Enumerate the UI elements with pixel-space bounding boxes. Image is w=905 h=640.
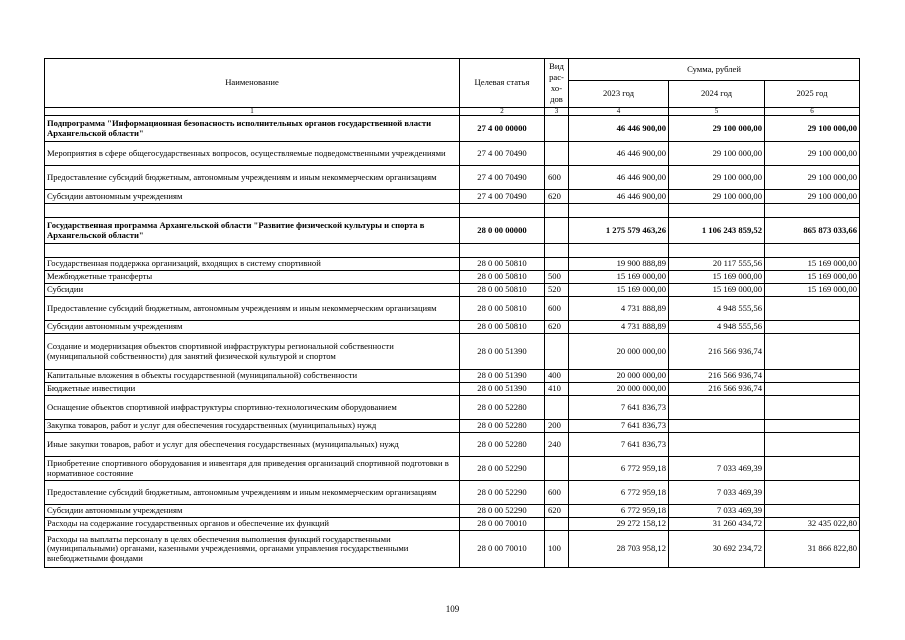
row-expense-type [545,218,569,244]
row-sum-2023: 7 641 836,73 [569,433,669,457]
column-index: 2 [460,108,545,116]
row-name: Иные закупки товаров, работ и услуг для обеспечения государственных (муниципальных) нужд [45,433,460,457]
table-row [45,481,860,505]
row-target-article: 28 0 00 51390 [460,334,545,370]
row-target-article: 28 0 00 51390 [460,370,545,383]
header-year-2024: 2024 год [669,81,765,108]
row-expense-type [545,204,569,218]
row-sum-2023: 4 731 888,89 [569,297,669,321]
row-sum-2023: 15 169 000,00 [569,284,669,297]
row-name: Закупка товаров, работ и услуг для обеспечения государственных (муниципальных) нужд [45,420,460,433]
row-sum-2023: 20 000 000,00 [569,383,669,396]
row-sum-2024 [669,204,765,218]
header-target-article: Целевая статья [460,59,545,108]
row-name: Государственная программа Архангельской области "Развитие физической культуры и спорта в Архангельской области" [45,218,460,244]
table-row [45,370,860,383]
row-target-article: 28 0 00 70010 [460,531,545,568]
row-sum-2024: 7 033 469,39 [669,457,765,481]
row-target-article: 27 4 00 70490 [460,166,545,190]
row-name: Приобретение спортивного оборудования и инвентаря для приведения организаций спортивной подготовки в нормативное состояние [45,457,460,481]
row-sum-2025 [765,481,860,505]
table-row [45,518,860,531]
row-target-article: 28 0 00 50810 [460,321,545,334]
row-name: Подпрограмма "Информационная безопасность исполнительных органов государственной власти Архангельской области" [45,116,460,142]
column-index: 5 [669,108,765,116]
row-sum-2025 [765,505,860,518]
row-name: Субсидии автономным учреждениям [45,321,460,334]
row-sum-2023: 7 641 836,73 [569,420,669,433]
column-index: 3 [545,108,569,116]
row-sum-2025 [765,334,860,370]
row-sum-2025: 29 100 000,00 [765,142,860,166]
row-sum-2024: 20 117 555,56 [669,258,765,271]
row-target-article: 28 0 00 52280 [460,420,545,433]
table-row [45,190,860,204]
row-sum-2024 [669,433,765,457]
header-name: Наименование [45,59,460,108]
row-sum-2025 [765,383,860,396]
row-sum-2025: 865 873 033,66 [765,218,860,244]
row-target-article: 27 4 00 00000 [460,116,545,142]
row-sum-2024: 4 948 555,56 [669,297,765,321]
header-expense-type: Вид рас- хо- дов [545,59,569,108]
table-row [45,284,860,297]
column-index: 1 [45,108,460,116]
row-expense-type: 240 [545,433,569,457]
row-sum-2023: 4 731 888,89 [569,321,669,334]
row-sum-2025: 29 100 000,00 [765,166,860,190]
row-name: Субсидии [45,284,460,297]
row-expense-type: 500 [545,271,569,284]
table-row [45,334,860,370]
row-name: Государственная поддержка организаций, входящих в систему спортивной [45,258,460,271]
row-target-article: 28 0 00 70010 [460,518,545,531]
row-name: Субсидии автономным учреждениям [45,505,460,518]
row-sum-2025: 15 169 000,00 [765,258,860,271]
row-sum-2024: 29 100 000,00 [669,190,765,204]
table-row [45,244,860,258]
budget-table [44,58,860,568]
table-row [45,420,860,433]
row-sum-2024: 216 566 936,74 [669,334,765,370]
row-target-article: 28 0 00 50810 [460,284,545,297]
row-sum-2025 [765,457,860,481]
row-name: Предоставление субсидий бюджетным, автономным учреждениям и иным некоммерческим организациям [45,166,460,190]
header-year-2025: 2025 год [765,81,860,108]
table-body [45,116,860,568]
row-expense-type [545,116,569,142]
row-sum-2023: 46 446 900,00 [569,142,669,166]
row-target-article [460,244,545,258]
row-sum-2023: 19 900 888,89 [569,258,669,271]
row-expense-type [545,142,569,166]
row-name: Расходы на содержание государственных органов и обеспечение их функций [45,518,460,531]
row-sum-2024: 7 033 469,39 [669,481,765,505]
row-sum-2023: 29 272 158,12 [569,518,669,531]
row-sum-2023: 20 000 000,00 [569,370,669,383]
row-expense-type: 600 [545,297,569,321]
row-target-article: 28 0 00 00000 [460,218,545,244]
row-sum-2023: 1 275 579 463,26 [569,218,669,244]
row-target-article: 27 4 00 70490 [460,142,545,166]
row-sum-2025: 29 100 000,00 [765,190,860,204]
row-expense-type: 520 [545,284,569,297]
row-name: Субсидии автономным учреждениям [45,190,460,204]
row-expense-type: 400 [545,370,569,383]
column-index-row [45,108,860,116]
row-sum-2024: 29 100 000,00 [669,116,765,142]
row-sum-2025: 29 100 000,00 [765,116,860,142]
row-name: Межбюджетные трансферты [45,271,460,284]
row-name: Мероприятия в сфере общегосударственных вопросов, осуществляемые подведомственными учреждениями [45,142,460,166]
row-expense-type [545,457,569,481]
table-row [45,321,860,334]
row-expense-type: 410 [545,383,569,396]
row-target-article: 28 0 00 51390 [460,383,545,396]
row-sum-2024: 1 106 243 859,52 [669,218,765,244]
row-expense-type [545,396,569,420]
row-target-article: 27 4 00 70490 [460,190,545,204]
row-sum-2024: 7 033 469,39 [669,505,765,518]
table-row [45,258,860,271]
row-sum-2024 [669,396,765,420]
row-sum-2024: 15 169 000,00 [669,284,765,297]
row-sum-2025 [765,297,860,321]
budget-table-sheet [44,58,859,568]
row-target-article: 28 0 00 52290 [460,505,545,518]
table-row [45,383,860,396]
row-target-article: 28 0 00 50810 [460,297,545,321]
row-sum-2025 [765,396,860,420]
row-expense-type: 620 [545,190,569,204]
row-expense-type [545,244,569,258]
table-row [45,396,860,420]
table-row [45,505,860,518]
table-row [45,271,860,284]
row-sum-2025: 32 435 022,80 [765,518,860,531]
row-name: Предоставление субсидий бюджетным, автономным учреждениям и иным некоммерческим организациям [45,297,460,321]
row-target-article: 28 0 00 50810 [460,271,545,284]
row-expense-type: 200 [545,420,569,433]
row-sum-2023: 7 641 836,73 [569,396,669,420]
row-sum-2025: 15 169 000,00 [765,271,860,284]
row-sum-2025 [765,420,860,433]
row-sum-2023: 6 772 959,18 [569,457,669,481]
table-header [45,59,860,116]
row-sum-2023 [569,244,669,258]
row-sum-2023: 6 772 959,18 [569,505,669,518]
row-expense-type [545,258,569,271]
table-row [45,204,860,218]
row-sum-2024: 216 566 936,74 [669,370,765,383]
table-row [45,142,860,166]
row-name [45,204,460,218]
row-name: Расходы на выплаты персоналу в целях обеспечения выполнения функций государственными (муниципальными) органами, казенными учреждениями, органами управления государственными внебюджетными фондами [45,531,460,568]
row-sum-2023: 6 772 959,18 [569,481,669,505]
row-name: Бюджетные инвестиции [45,383,460,396]
row-sum-2025 [765,244,860,258]
row-target-article: 28 0 00 52290 [460,481,545,505]
column-index: 4 [569,108,669,116]
row-sum-2023: 20 000 000,00 [569,334,669,370]
row-sum-2024: 31 260 434,72 [669,518,765,531]
row-sum-2023: 28 703 958,12 [569,531,669,568]
table-row [45,433,860,457]
row-name: Оснащение объектов спортивной инфраструктуры спортивно-технологическим оборудованием [45,396,460,420]
row-target-article: 28 0 00 50810 [460,258,545,271]
table-row [45,297,860,321]
row-expense-type: 100 [545,531,569,568]
column-index: 6 [765,108,860,116]
row-name [45,244,460,258]
row-name: Капитальные вложения в объекты государственной (муниципальной) собственности [45,370,460,383]
row-target-article [460,204,545,218]
row-sum-2025 [765,433,860,457]
row-expense-type: 600 [545,166,569,190]
row-target-article: 28 0 00 52290 [460,457,545,481]
row-sum-2024: 29 100 000,00 [669,166,765,190]
row-sum-2024: 4 948 555,56 [669,321,765,334]
table-row [45,166,860,190]
row-sum-2025 [765,321,860,334]
row-sum-2024 [669,420,765,433]
row-expense-type [545,518,569,531]
row-expense-type: 620 [545,321,569,334]
row-name: Предоставление субсидий бюджетным, автономным учреждениям и иным некоммерческим организациям [45,481,460,505]
table-row [45,218,860,244]
row-sum-2025 [765,370,860,383]
row-sum-2024 [669,244,765,258]
row-sum-2025 [765,204,860,218]
row-sum-2025: 15 169 000,00 [765,284,860,297]
row-sum-2024: 30 692 234,72 [669,531,765,568]
row-sum-2024: 29 100 000,00 [669,142,765,166]
row-sum-2023: 46 446 900,00 [569,166,669,190]
row-sum-2024: 216 566 936,74 [669,383,765,396]
table-row [45,116,860,142]
table-row [45,457,860,481]
header-year-2023: 2023 год [569,81,669,108]
row-expense-type: 620 [545,505,569,518]
row-sum-2023: 46 446 900,00 [569,116,669,142]
row-target-article: 28 0 00 52280 [460,433,545,457]
row-sum-2025: 31 866 822,80 [765,531,860,568]
row-sum-2023: 46 446 900,00 [569,190,669,204]
row-expense-type: 600 [545,481,569,505]
row-name: Создание и модернизация объектов спортивной инфраструктуры региональной собственности (муниципальной собственности) для занятий физической культурой и спортом [45,334,460,370]
page-number: 109 [445,604,460,614]
row-sum-2023: 15 169 000,00 [569,271,669,284]
row-target-article: 28 0 00 52280 [460,396,545,420]
row-sum-2024: 15 169 000,00 [669,271,765,284]
row-expense-type [545,334,569,370]
table-row [45,531,860,568]
row-sum-2023 [569,204,669,218]
header-sum: Сумма, рублей [569,59,860,81]
